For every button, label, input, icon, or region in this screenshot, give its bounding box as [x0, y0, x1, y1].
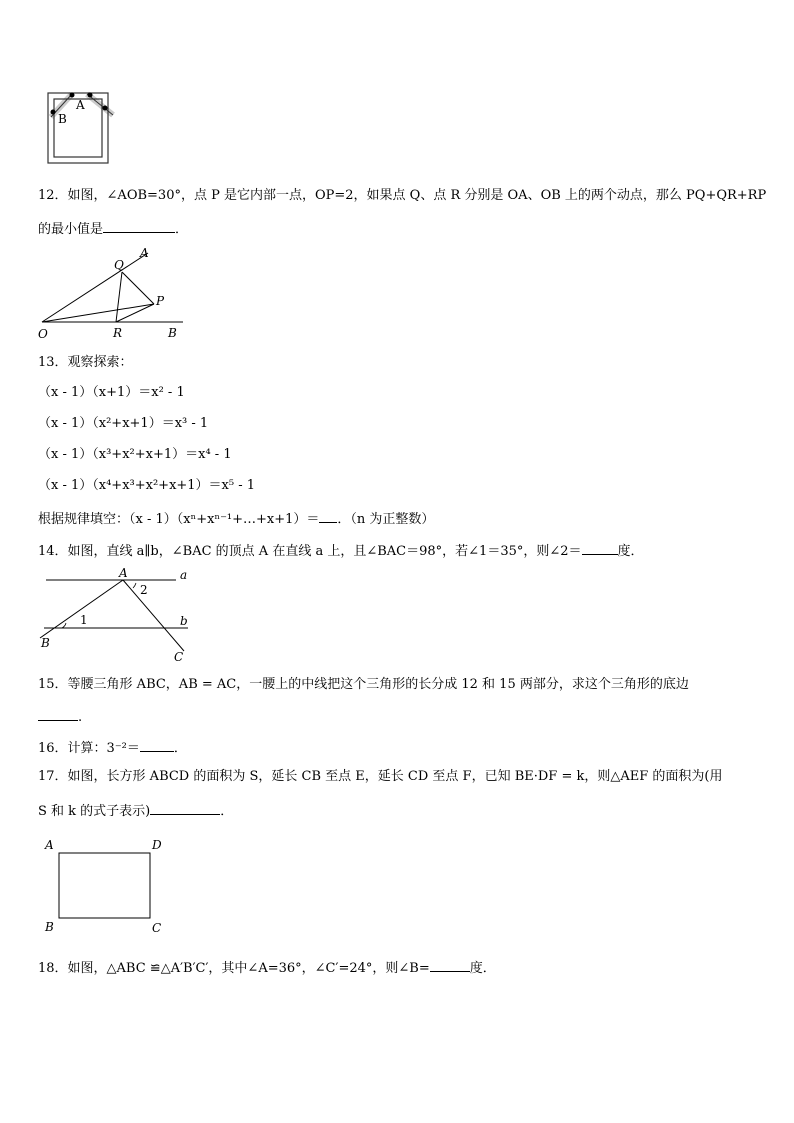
fig17-label-d: D [152, 838, 162, 852]
q17-answer-blank[interactable] [150, 800, 220, 815]
q15-answer-blank[interactable] [38, 706, 78, 721]
fig11-label-b: B [58, 112, 67, 126]
q13-rule [38, 508, 434, 529]
q12-text-line1: 12．如图，∠AOB=30°，点 P 是它内部一点，OP=2，如果点 Q、点 R 分别是 OA、OB 上的两个动点，那么 PQ+QR+RP [38, 188, 767, 203]
q16-text [38, 737, 187, 758]
fig14-label-b-point: B [41, 636, 50, 650]
fig11-label-a: A [76, 98, 85, 112]
q14-suffix: 度． [617, 544, 644, 559]
fig12-label-a: A [140, 246, 149, 260]
q13-row-2: （x - 1）（x²+x+1）＝x³ - 1 [38, 416, 209, 431]
q13-row-1: （x - 1）（x+1）＝x² - 1 [38, 385, 185, 400]
q17-suffix: ． [220, 804, 234, 819]
q12-suffix: ． [175, 222, 189, 237]
q16-answer-blank[interactable] [140, 737, 174, 752]
fig14-label-line-a: a [180, 568, 188, 582]
fig17-label-b: B [45, 920, 54, 934]
q15-suffix: . [78, 710, 83, 725]
fig12-label-o: O [38, 327, 48, 341]
q14-prefix: 14．如图，直线 a∥b，∠BAC 的顶点 A 在直线 a 上，且∠BAC＝98°，若∠1＝35°，则∠2＝ [38, 544, 582, 559]
q17-text-line1: 17．如图，长方形 ABCD 的面积为 S，延长 CB 至点 E，延长 CD 至点 F，已知 BE·DF = k，则△AEF 的面积为(用 [38, 769, 723, 784]
q13-answer-blank[interactable] [319, 508, 337, 523]
fig12-label-q: Q [114, 258, 124, 272]
q18-suffix: 度． [469, 961, 496, 976]
q12-text-line2 [38, 218, 188, 239]
figure-11-frame [45, 90, 115, 165]
fig12-label-b: B [168, 326, 177, 340]
fig12-label-p: P [156, 294, 165, 308]
q18-prefix: 18．如图，△ABC ≌△A′B′C′，其中∠A=36°，∠C′=24°，则∠B= [38, 961, 430, 976]
q16-suffix: ． [173, 741, 187, 756]
figure-14-parallel-lines [38, 566, 198, 664]
q13-title: 13．观察探索： [38, 355, 133, 370]
q12-prefix: 的最小值是 [38, 222, 104, 237]
fig17-label-a: A [45, 838, 54, 852]
q14-text [38, 540, 644, 561]
q13-rule-suffix: ．（n 为正整数） [337, 512, 435, 527]
fig12-label-r: R [113, 326, 123, 340]
fig14-label-angle-2: 2 [140, 583, 148, 597]
fig14-label-a-point: A [119, 566, 128, 580]
q15-text-line2 [38, 706, 82, 727]
figure-12-angle [38, 245, 188, 340]
q13-rule-prefix: 根据规律填空：（x - 1）（xⁿ+xⁿ⁻¹+…+x+1）＝ [38, 512, 320, 527]
q17-text-line2 [38, 800, 233, 821]
fig17-label-c: C [152, 921, 162, 935]
fig14-label-angle-1: 1 [80, 613, 88, 627]
q13-row-4: （x - 1）（x⁴+x³+x²+x+1）＝x⁵ - 1 [38, 478, 256, 493]
fig14-label-line-b: b [180, 614, 188, 628]
q17-prefix: S 和 k 的式子表示) [38, 804, 151, 819]
q18-answer-blank[interactable] [430, 957, 470, 972]
figure-17-rectangle [40, 836, 180, 936]
fig14-label-c-point: C [174, 650, 184, 664]
q16-prefix: 16．计算：3⁻²＝ [38, 741, 140, 756]
q14-answer-blank[interactable] [582, 540, 618, 555]
q13-row-3: （x - 1）（x³+x²+x+1）＝x⁴ - 1 [38, 447, 232, 462]
q15-text-line1: 15．等腰三角形 ABC，AB = AC，一腰上的中线把这个三角形的长分成 12 和 15 两部分，求这个三角形的底边 [38, 677, 689, 692]
q12-answer-blank[interactable] [103, 218, 175, 233]
q18-text [38, 957, 496, 978]
